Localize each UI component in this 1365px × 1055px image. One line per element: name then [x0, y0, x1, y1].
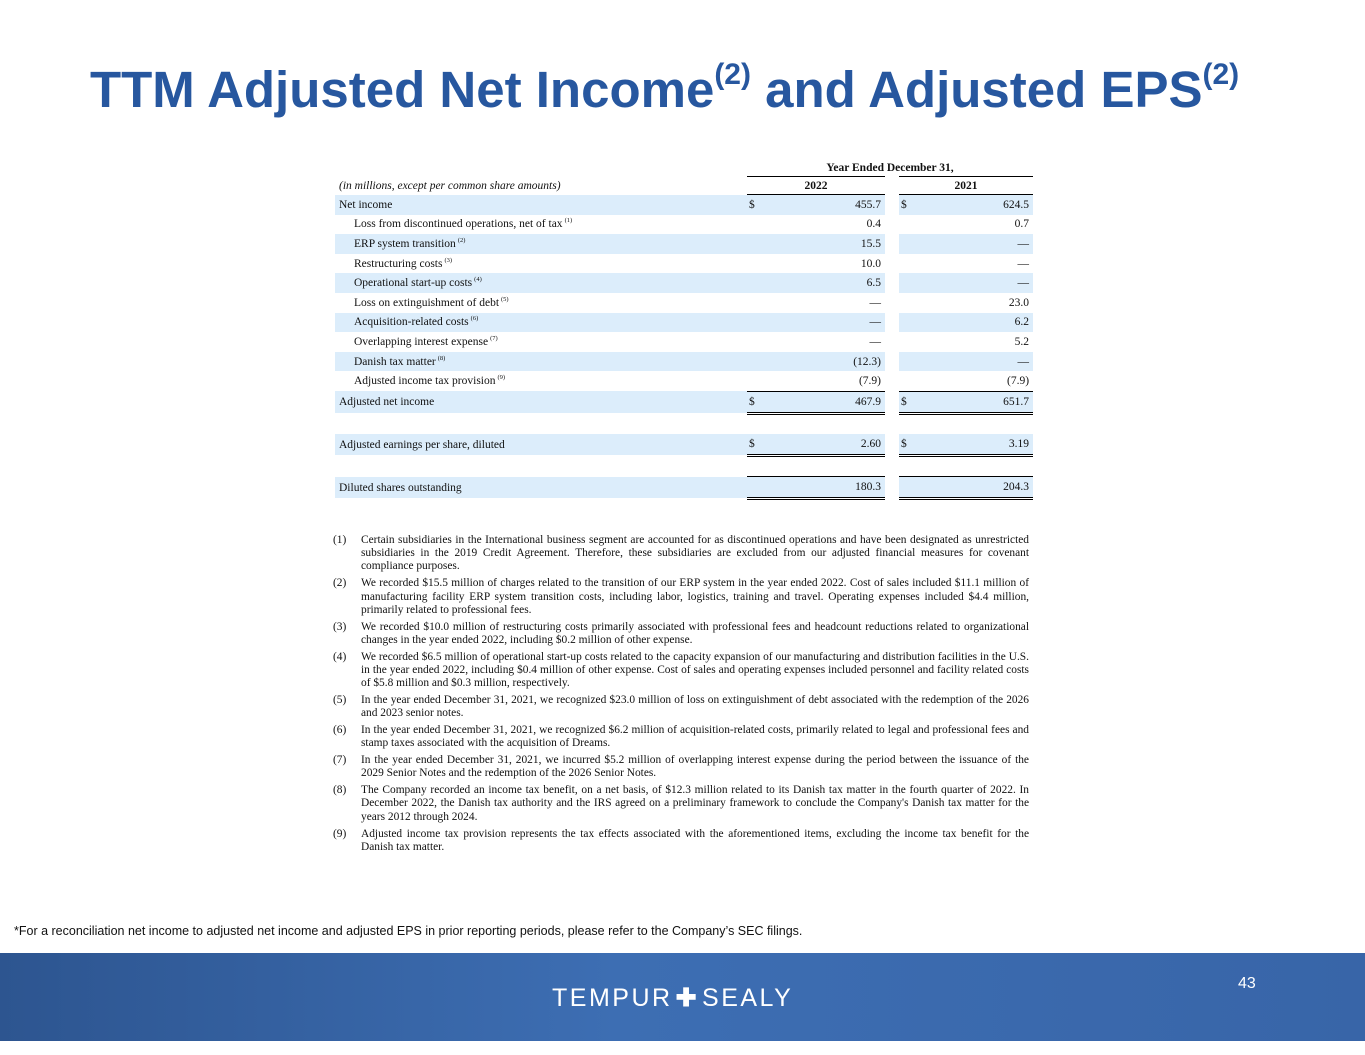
- footnote-text: We recorded $6.5 million of operational start-up costs related to the capacity expansion of our manufacturing and distribution facilities in the U.S. in the year ended 2022, including $0.4 million of other expense. Cost of sales and operating expenses included personnel and facility related costs of $5.8 million and $0.3 million, respectively.: [361, 650, 1029, 690]
- table-row: [335, 254, 1033, 274]
- footnote-number: (7): [333, 754, 347, 767]
- row-label: [335, 371, 747, 391]
- row-label-text: Loss from discontinued operations, net of tax: [354, 218, 563, 231]
- table-row: [335, 371, 1033, 391]
- row-label: [335, 234, 747, 254]
- footnote-ref: (8): [437, 354, 446, 362]
- currency-2022: [747, 477, 769, 499]
- table-row: [335, 215, 1033, 235]
- footnote-item: [333, 784, 1029, 824]
- column-gap: [885, 332, 899, 352]
- footnote-number: (8): [333, 784, 347, 797]
- plus-icon: ✚: [675, 984, 700, 1012]
- tempur-sealy-logo: [552, 983, 793, 1013]
- table-row: [335, 332, 1033, 352]
- table-header-period-row: [335, 159, 1033, 177]
- page-number: 43: [1238, 975, 1256, 992]
- currency-2021: $: [899, 434, 921, 455]
- row-label: [335, 332, 747, 352]
- table-row: [335, 352, 1033, 372]
- currency-2022: [747, 254, 769, 274]
- value-2021: 5.2: [1014, 335, 1030, 348]
- footnote-item: [333, 828, 1029, 854]
- footnote-ref: (2): [457, 236, 466, 244]
- table-row: [335, 195, 1033, 215]
- currency-2022: [747, 352, 769, 372]
- currency-2021: [899, 293, 921, 313]
- column-gap: [885, 293, 899, 313]
- row-label: [335, 352, 747, 372]
- currency-2022: $: [747, 391, 769, 413]
- value-2021: 6.2: [921, 313, 1033, 333]
- value-2021: 23.0: [1008, 296, 1030, 309]
- column-gap: [885, 434, 899, 455]
- footnote-text: We recorded $15.5 million of charges related to the transition of our ERP system in the year ended 2022. Cost of sales included $11.1 million of manufacturing facility ERP system transition costs, including labor, logistics, training and travel. Operating expenses included $4.4 million, primarily related to professional fees.: [361, 577, 1029, 616]
- currency-2022: [747, 215, 769, 235]
- row-label: [335, 195, 747, 215]
- footnote-number: (6): [333, 724, 347, 737]
- column-gap: [885, 371, 899, 391]
- footnote-number: (1): [333, 534, 347, 546]
- value-2021: —: [1017, 257, 1030, 270]
- footnote-ref: (3): [444, 256, 453, 264]
- table-row: [335, 273, 1033, 293]
- table-row: [335, 434, 1033, 455]
- currency-2021: $: [899, 391, 921, 413]
- row-label-text: Restructuring costs: [354, 257, 443, 270]
- column-gap: [885, 273, 899, 293]
- footnote-ref: (1): [564, 217, 573, 225]
- row-label-text: Loss on extinguishment of debt: [354, 296, 500, 309]
- value-2022: 0.4: [866, 218, 881, 231]
- footnotes-list: [333, 534, 1029, 858]
- currency-2022: [747, 332, 769, 352]
- page-title: [90, 58, 1350, 118]
- year-header-2022: 2022: [747, 177, 885, 195]
- title-footnote-ref-2: (2): [1202, 58, 1240, 91]
- row-label: [335, 254, 747, 274]
- value-2022: —: [869, 335, 881, 348]
- currency-2021: $: [899, 195, 921, 215]
- value-2021: 624.5: [921, 195, 1033, 215]
- footnote-number: (9): [333, 827, 347, 840]
- footnote-item: [333, 577, 1029, 617]
- footnote-text: In the year ended December 31, 2021, we incurred $5.2 million of overlapping interest expense during the period between the issuance of the 2029 Senior Notes and the redemption of the 2026 Senior Notes.: [361, 754, 1029, 780]
- table-row: [335, 477, 1033, 499]
- footnote-text: Adjusted income tax provision represents the tax effects associated with the aforementioned items, excluding the income tax benefit for the Danish tax matter.: [361, 827, 1029, 853]
- row-label-text: Adjusted earnings per share, diluted: [339, 438, 505, 451]
- currency-2022: [747, 234, 769, 254]
- value-2021: (7.9): [1006, 375, 1030, 388]
- footnote-ref: (9): [497, 374, 506, 382]
- year-header-2021: 2021: [899, 177, 1033, 195]
- row-label-text: Diluted shares outstanding: [339, 481, 462, 494]
- footnote-ref: (7): [490, 334, 498, 342]
- row-label: [335, 313, 747, 333]
- footnote-number: (3): [333, 620, 347, 633]
- footnote-item: [333, 694, 1029, 720]
- value-2022: 180.3: [769, 477, 885, 499]
- row-label-text: Overlapping interest expense: [354, 335, 489, 348]
- footnote-item: [333, 651, 1029, 691]
- currency-2021: [899, 273, 921, 293]
- column-gap: [885, 215, 899, 235]
- value-2021: 3.19: [921, 434, 1033, 455]
- column-gap: [885, 477, 899, 499]
- currency-2021: [899, 234, 921, 254]
- title-text-2: and Adjusted EPS: [750, 61, 1203, 118]
- column-gap: [885, 352, 899, 372]
- row-label-text: Adjusted net income: [339, 396, 435, 409]
- table-row: [335, 313, 1033, 333]
- footnote-text: The Company recorded an income tax benefit, on a net basis, of $12.3 million related to its Danish tax matter in the fourth quarter of 2022. In December 2022, the Danish tax authority and the IRS agreed on a preliminary framework to conclude the Company's Danish tax matter for the years 2012 through 2024.: [361, 784, 1029, 823]
- row-label: [335, 215, 747, 235]
- logo-text-left: TEMPUR: [552, 984, 673, 1012]
- footnote-item: [333, 754, 1029, 780]
- financial-table: [335, 159, 1033, 500]
- row-label: [335, 273, 747, 293]
- reconciliation-footnote: *For a reconciliation net income to adjusted net income and adjusted EPS in prior reporting periods, please refer to the Company’s SEC filings.: [14, 924, 803, 938]
- footnote-text: Certain subsidiaries in the International business segment are accounted for as discontinued operations and have been designated as unrestricted subsidiaries in the 2019 Credit Agreement. Therefore, these subsidiaries are excluded from our adjusted financial measures for covenant compliance purposes.: [361, 534, 1029, 573]
- value-2022: 455.7: [769, 195, 885, 215]
- footnote-item: [333, 724, 1029, 750]
- row-label-text: Acquisition-related costs: [354, 316, 469, 329]
- currency-2022: [747, 313, 769, 333]
- currency-2021: [899, 313, 921, 333]
- title-footnote-ref-1: (2): [714, 58, 751, 91]
- column-gap: [885, 254, 899, 274]
- row-label-text: Net income: [339, 198, 393, 211]
- row-label: [335, 293, 747, 313]
- value-2022: (12.3): [769, 352, 885, 372]
- row-label-text: Operational start-up costs: [354, 277, 473, 290]
- currency-2021: [899, 254, 921, 274]
- value-2022: 15.5: [769, 234, 885, 254]
- footnote-text: In the year ended December 31, 2021, we recognized $6.2 million of acquisition-related costs, primarily related to legal and professional fees and stamp taxes associated with the acquisition of Dreams.: [361, 724, 1029, 750]
- currency-2021: [899, 332, 921, 352]
- column-gap: [885, 391, 899, 413]
- table-spacer-row: [335, 413, 1033, 434]
- title-text-1: TTM Adjusted Net Income: [90, 61, 715, 118]
- currency-2022: $: [747, 195, 769, 215]
- currency-2022: [747, 371, 769, 391]
- currency-2022: [747, 273, 769, 293]
- footnote-number: (5): [333, 693, 347, 706]
- value-2021: —: [921, 234, 1033, 254]
- period-header: Year Ended December 31,: [826, 161, 954, 174]
- value-2021: 204.3: [921, 477, 1033, 499]
- table-header-years-row: [335, 177, 1033, 195]
- currency-2021: [899, 352, 921, 372]
- value-2022: 467.9: [769, 391, 885, 413]
- row-label: [335, 477, 747, 499]
- table-row: [335, 391, 1033, 413]
- value-2021: —: [921, 273, 1033, 293]
- table-row: [335, 234, 1033, 254]
- footnote-number: (4): [333, 650, 347, 663]
- currency-2021: [899, 215, 921, 235]
- value-2022: 2.60: [769, 434, 885, 455]
- value-2021: 651.7: [921, 391, 1033, 413]
- footnote-text: We recorded $10.0 million of restructuring costs primarily associated with professional fees and headcount reductions related to organizational changes in the year ended 2022, including $0.2 million of other expense.: [361, 620, 1029, 646]
- row-label: [335, 391, 747, 413]
- units-note: (in millions, except per common share amounts): [339, 179, 561, 192]
- value-2022: —: [869, 296, 881, 309]
- row-label-text: Adjusted income tax provision: [354, 375, 496, 388]
- row-label-text: ERP system transition: [354, 237, 456, 250]
- value-2021: —: [921, 352, 1033, 372]
- row-label-text: Danish tax matter: [354, 355, 436, 368]
- value-2022: 6.5: [769, 273, 885, 293]
- currency-2022: [747, 293, 769, 313]
- table-row: [335, 293, 1033, 313]
- footnote-ref: (6): [470, 315, 479, 323]
- column-gap: [885, 195, 899, 215]
- footnote-text: In the year ended December 31, 2021, we recognized $23.0 million of loss on extinguishment of debt associated with the redemption of the 2026 and 2023 senior notes.: [361, 693, 1029, 720]
- logo-text-right: SEALY: [702, 984, 794, 1012]
- column-gap: [885, 234, 899, 254]
- value-2021: 0.7: [1014, 218, 1030, 231]
- footnote-number: (2): [333, 577, 347, 590]
- row-label: [335, 434, 747, 455]
- footnote-ref: (4): [474, 276, 482, 284]
- currency-2022: $: [747, 434, 769, 455]
- table-spacer-row: [335, 455, 1033, 477]
- currency-2021: [899, 371, 921, 391]
- footnote-item: [333, 534, 1029, 574]
- value-2022: 10.0: [860, 257, 881, 270]
- currency-2021: [899, 477, 921, 499]
- footnote-item: [333, 621, 1029, 647]
- value-2022: —: [769, 313, 885, 333]
- column-gap: [885, 313, 899, 333]
- value-2022: (7.9): [858, 375, 881, 388]
- footnote-ref: (5): [501, 295, 509, 303]
